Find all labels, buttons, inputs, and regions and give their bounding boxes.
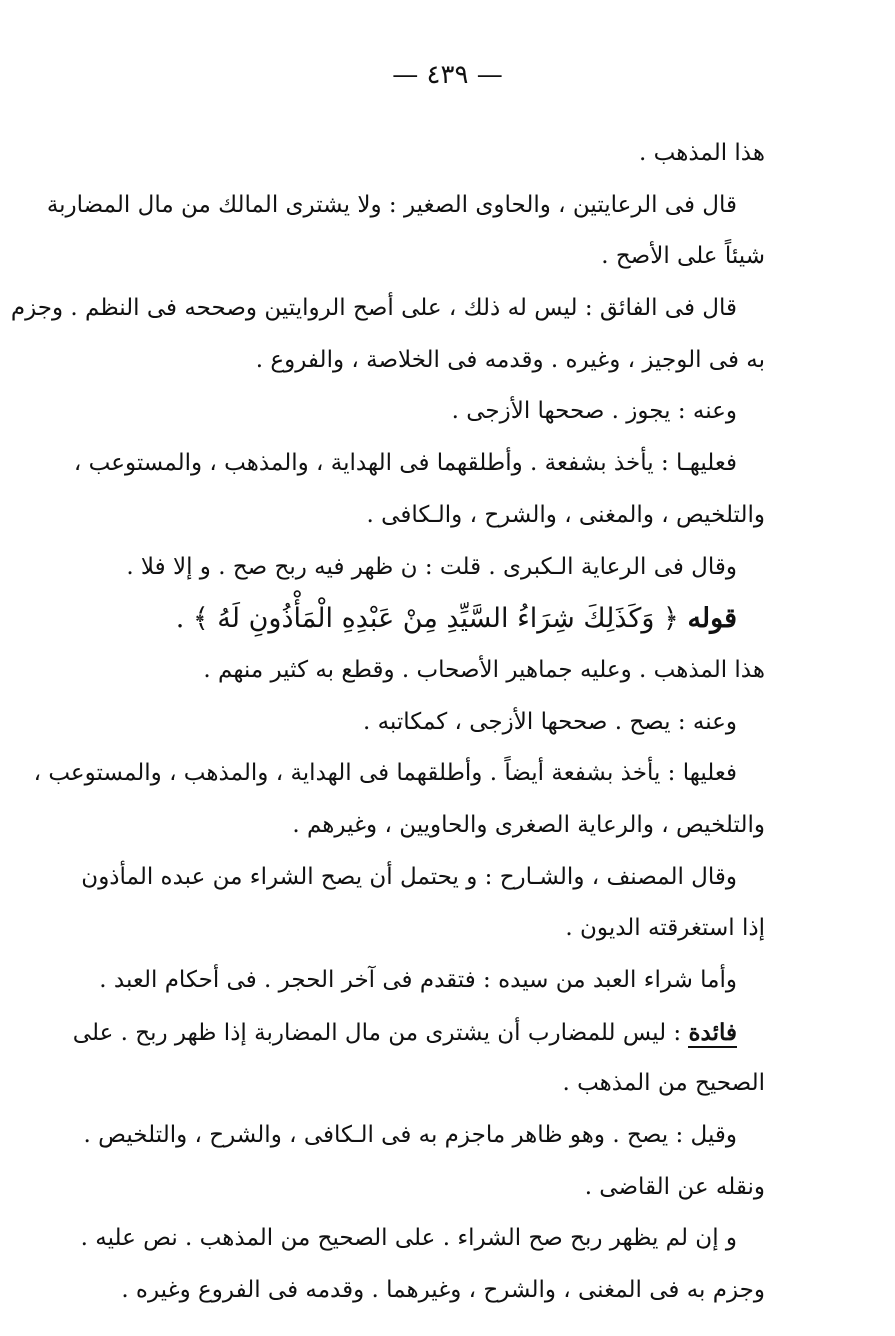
text-line [46,180,765,232]
line-text: و إن لم يظهر ربح صح الشراء . على الصحيح من المذهب . نص عليه . [80,1225,737,1252]
text-line [118,800,765,852]
line-text: إذا استغرقته الديون . [565,915,765,942]
text-line [118,128,765,180]
line-text: فعليهـا : يأخذ بشفعة . وأطلقهما فى الهداية ، والمذهب ، والمستوعب ، [73,450,737,477]
line-text: ونقله عن القاضى . [584,1173,765,1200]
verse-label: قوله [687,603,737,635]
text-line [118,335,765,387]
line-text: هذا المذهب . [638,140,765,166]
line-text: ﴿ وَكَذَلِكَ شِرَاءُ السَّيِّدِ مِنْ عَبْدِهِ الْمَأْذُونِ لَهُ ﴾ . [175,603,679,635]
line-text: شيئاً على الأصح . [601,243,765,270]
text-line [33,748,765,800]
line-text: وعنه : يصح . صححها الأزجى ، كمكاتبه . [362,708,737,735]
line-text: وأما شراء العبد من سيده : فتقدم فى آخر الحجر . فى أحكام العبد . [99,967,737,993]
note-label: فائدة [688,1018,737,1046]
text-line [118,1265,765,1317]
quoted-verse-line [118,593,765,645]
text-line [118,1162,765,1214]
line-text: وعنه : يجوز . صححها الأزجى . [451,398,737,425]
text-line [10,283,765,335]
line-text: وقال فى الرعاية الـكبرى . قلت : ن ظهر فيه ربح صح . و إلا فلا . [126,553,737,580]
text-body [10,128,765,1317]
line-text: وجزم به فى المغنى ، والشرح ، وغيرهما . وقدمه فى الفروع وغيره . [121,1277,765,1304]
line-text: به فى الوجيز ، وغيره . وقدمه فى الخلاصة ، والفروع . [255,346,765,373]
line-text: هذا المذهب . وعليه جماهير الأصحاب . وقطع به كثير منهم . [203,656,765,683]
text-line [118,697,765,749]
text-line [118,231,765,283]
line-text: قال فى الفائق : ليس له ذلك ، على أصح الروايتين وصححه فى النظم . وجزم [10,295,737,322]
line-text: وقيل : يصح . وهو ظاهر ماجزم به فى الـكافى ، والشرح ، والتلخيص . [83,1122,737,1149]
line-text: : ليس للمضارب أن يشترى من مال المضاربة إذا ظهر ربح . على [72,1019,682,1046]
text-line [118,386,765,438]
text-line [99,955,765,1007]
text-line [118,903,765,955]
text-line [80,1213,765,1265]
text-line [83,1110,765,1162]
line-text: وقال المصنف ، والشـارح : و يحتمل أن يصح الشراء من عبده المأذون [81,863,737,890]
line-text: والتلخيص ، والمغنى ، والشرح ، والـكافى . [366,501,765,528]
text-line [118,490,765,542]
text-line [118,645,765,697]
line-text: فعليها : يأخذ بشفعة أيضاً . وأطلقهما فى الهداية ، والمذهب ، والمستوعب ، [33,760,737,787]
text-line [73,438,765,490]
line-text: قال فى الرعايتين ، والحاوى الصغير : ولا يشترى المالك من مال المضاربة [46,191,737,218]
page-number: — ٤٣٩ — [392,60,503,90]
line-text: والتلخيص ، والرعاية الصغرى والحاويين ، وغيرهم . [292,811,765,838]
text-line [118,1058,765,1110]
text-line [81,852,765,904]
line-text: الصحيح من المذهب . [562,1070,765,1097]
text-line [118,542,765,594]
note-line [72,1007,765,1059]
